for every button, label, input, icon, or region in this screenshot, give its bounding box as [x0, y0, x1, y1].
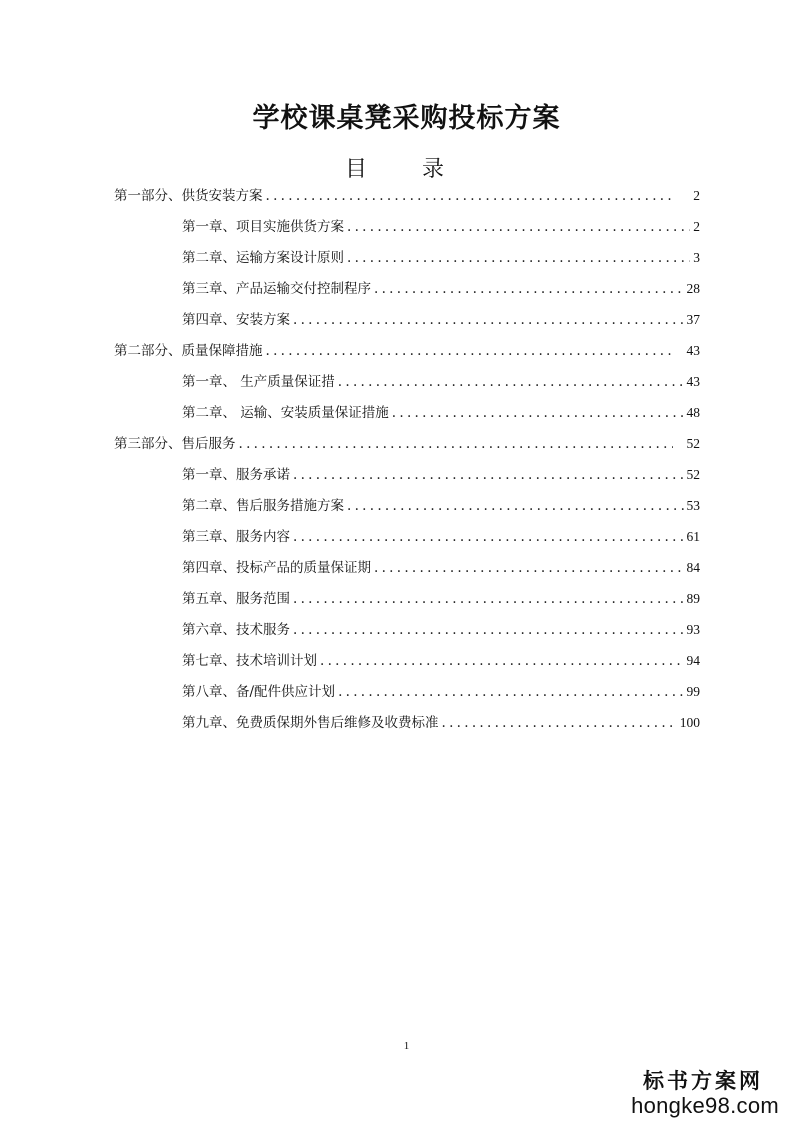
toc-entry-label: 第二部分、质量保障措施	[114, 343, 263, 359]
toc-leader-dots	[442, 715, 677, 731]
toc-entry-label: 第四章、安装方案	[182, 312, 290, 328]
toc-entry-label: 第四章、投标产品的质量保证期	[182, 560, 371, 576]
toc-leader-dots	[392, 405, 684, 421]
site-watermark	[609, 1068, 779, 1118]
toc-entry-label: 第六章、技术服务	[182, 622, 290, 638]
toc-entry-page: 94	[686, 653, 700, 668]
toc-entry-page: 52	[686, 436, 700, 451]
toc-entry-page: 28	[686, 281, 700, 296]
watermark-site-url: hongke98.com	[631, 1093, 779, 1118]
toc-entry-page: 43	[686, 374, 700, 389]
toc-entry-page: 93	[686, 622, 700, 637]
toc-leader-dots	[293, 591, 684, 607]
toc-entry-chapter[interactable]	[182, 494, 700, 520]
toc-leader-dots	[266, 343, 674, 359]
toc-entry-label: 第一章、服务承诺	[182, 467, 290, 483]
toc-entry-page: 61	[686, 529, 700, 544]
toc-entry-page: 89	[686, 591, 700, 606]
toc-heading: 目 录	[345, 157, 468, 182]
toc-entry-page: 48	[686, 405, 700, 420]
toc-entry-page: 37	[686, 312, 700, 327]
toc-entry-chapter[interactable]	[182, 587, 700, 613]
toc-entry-chapter[interactable]	[182, 618, 700, 644]
toc-leader-dots	[347, 250, 690, 266]
toc-entry-label: 第一章、项目实施供货方案	[182, 219, 344, 235]
toc-leader-dots	[266, 188, 674, 204]
toc-entry-page: 3	[693, 250, 700, 265]
watermark-site-name: 标书方案网	[643, 1068, 763, 1093]
toc-entry-label: 第九章、免费质保期外售后维修及收费标准	[182, 715, 439, 731]
toc-leader-dots	[374, 281, 684, 297]
toc-entry-page: 52	[686, 467, 700, 482]
toc-leader-dots	[338, 374, 684, 390]
page-number: 1	[403, 1040, 410, 1052]
toc-entry-chapter[interactable]	[182, 525, 700, 551]
toc-entry-label: 第二章、运输方案设计原则	[182, 250, 344, 266]
toc-entry-chapter[interactable]	[182, 711, 700, 737]
toc-leader-dots	[239, 436, 674, 452]
toc-entry-label: 第八章、备/配件供应计划	[182, 684, 336, 700]
toc-entry-part-1[interactable]	[114, 184, 700, 210]
toc-leader-dots	[320, 653, 684, 669]
toc-entry-page: 2	[693, 219, 700, 234]
toc-leader-dots	[293, 467, 684, 483]
toc-entry-chapter[interactable]	[182, 649, 700, 675]
toc-entry-chapter[interactable]	[182, 308, 700, 334]
toc-entry-label: 第一部分、供货安装方案	[114, 188, 263, 204]
toc-entry-chapter[interactable]	[182, 370, 700, 396]
toc-entry-label: 第五章、服务范围	[182, 591, 290, 607]
toc-entry-label: 第二章、售后服务措施方案	[182, 498, 344, 514]
toc-entry-label: 第三章、服务内容	[182, 529, 290, 545]
toc-entry-chapter[interactable]	[182, 401, 700, 427]
toc-entry-chapter[interactable]	[182, 463, 700, 489]
toc-leader-dots	[293, 529, 684, 545]
toc-entry-page: 84	[686, 560, 700, 575]
toc-entry-label: 第三部分、售后服务	[114, 436, 236, 452]
toc-entry-chapter[interactable]	[182, 556, 700, 582]
toc-entry-label: 第七章、技术培训计划	[182, 653, 317, 669]
toc-entry-page: 100	[679, 715, 700, 730]
toc-entry-page: 53	[686, 498, 700, 513]
toc-entry-label: 第三章、产品运输交付控制程序	[182, 281, 371, 297]
toc-leader-dots	[293, 312, 684, 328]
toc-entry-chapter[interactable]	[182, 277, 700, 303]
toc-entry-page: 2	[693, 188, 700, 203]
document-title: 学校课桌凳采购投标方案	[252, 103, 561, 134]
toc-entry-chapter[interactable]	[182, 215, 700, 241]
toc-entry-part-2[interactable]	[114, 339, 700, 365]
toc-leader-dots	[338, 684, 683, 700]
toc-entry-chapter[interactable]	[182, 680, 700, 706]
toc-leader-dots	[374, 560, 684, 576]
toc-entry-label: 第一章、 生产质量保证措	[182, 374, 335, 390]
toc-entry-chapter[interactable]	[182, 246, 700, 272]
toc-leader-dots	[293, 622, 684, 638]
toc-leader-dots	[347, 219, 690, 235]
toc-entry-page: 99	[686, 684, 700, 699]
toc-entry-part-3[interactable]	[114, 432, 700, 458]
toc-leader-dots	[347, 498, 684, 514]
toc-entry-label: 第二章、 运输、安装质量保证措施	[182, 405, 389, 421]
toc-entry-page: 43	[686, 343, 700, 358]
